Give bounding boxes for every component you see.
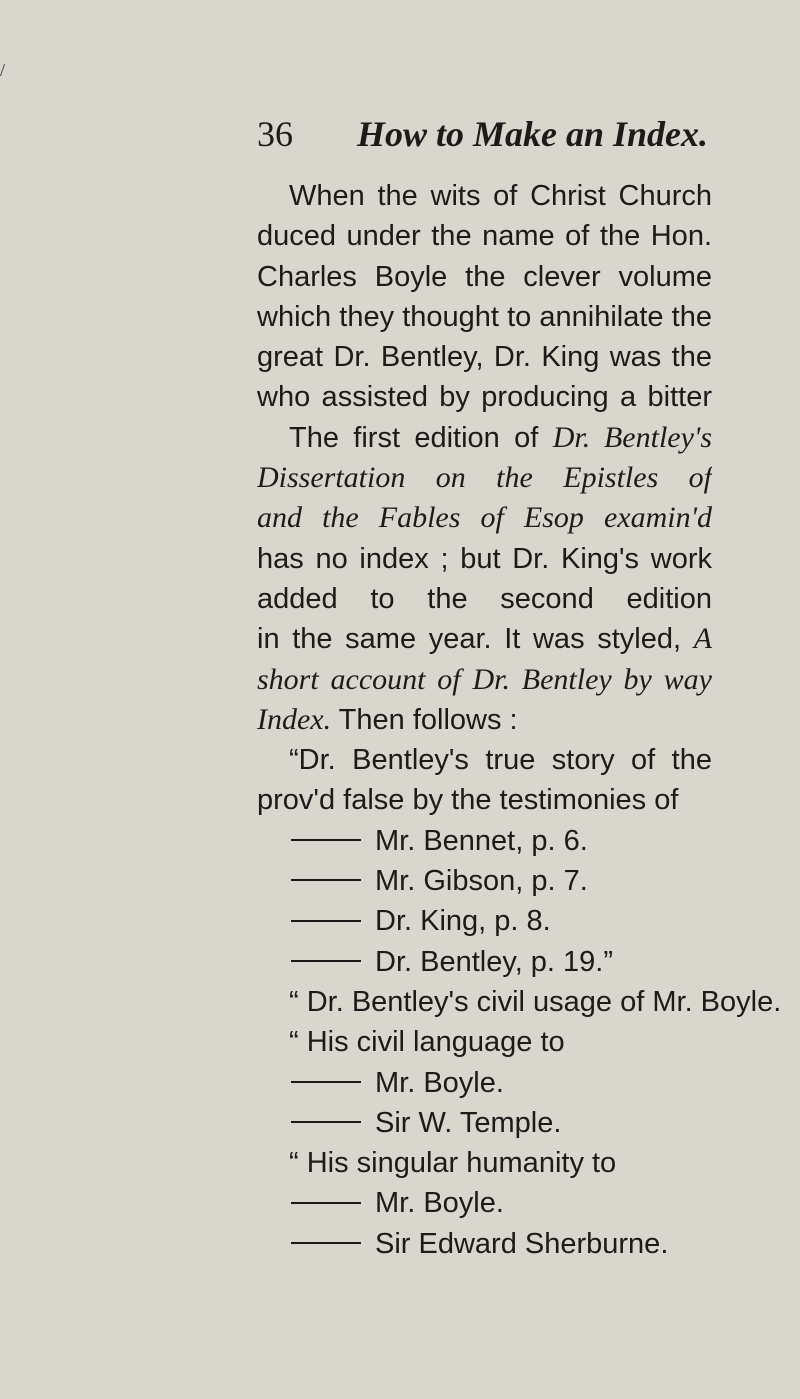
italic-title: and the Fables of Esop examin'd [257,501,712,535]
index-subentry [257,1063,712,1103]
subentry-text: Sir Edward Sherburne. [375,1227,669,1260]
subentry-text: Mr. Gibson, p. 7. [375,865,588,898]
index-subentry [257,901,712,941]
em-dash-rule [291,920,361,922]
text-run: in the same year. It was styled, [257,623,682,656]
quote-line: “ His civil language to [289,1026,565,1059]
index-subentry [257,1103,712,1143]
text-run: The first edition of [289,421,539,454]
index-subentry [257,821,712,861]
text-run: Then follows : [338,703,518,736]
page-number: 36 [257,114,293,154]
text-line: who assisted by producing a bitter [257,381,712,414]
quote-line: “ Dr. Bentley's civil usage of Mr. Boyle. [289,985,782,1018]
body-text [257,176,782,1264]
subentry-text: Dr. King, p. 8. [375,905,551,938]
em-dash-rule [291,960,361,962]
quote-line: prov'd false by the testimonies of [257,784,679,817]
em-dash-rule [291,839,361,841]
em-dash-rule [291,1242,361,1244]
text-line: added to the second edition [257,582,712,615]
subentry-text: Dr. Bentley, p. 19.” [375,945,614,978]
text-line: Charles Boyle the clever volume [257,260,712,293]
index-subentry [257,1224,712,1264]
text-line: has no index ; but Dr. King's work [257,542,712,575]
em-dash-rule [291,1202,361,1204]
index-subentry [257,861,712,901]
italic-title: Index. [257,702,332,736]
running-title: How to Make an Index. [357,114,709,154]
text-line: duced under the name of the Hon. [257,220,712,253]
italic-title: short account of Dr. Bentley by way [257,662,712,696]
subentry-text: Mr. Boyle. [375,1187,504,1220]
text-line [257,660,712,700]
text-line [257,498,712,538]
italic-title: A [693,622,712,656]
text-line: which they thought to annihilate the [257,300,712,333]
margin-mark: / [0,60,6,80]
subentry-text: Mr. Bennet, p. 6. [375,824,588,857]
text-line [257,619,712,659]
text-line [257,458,712,498]
quote-line: “ His singular humanity to [289,1147,617,1180]
quote-line: “Dr. Bentley's true story of the [289,744,712,777]
text-line: great Dr. Bentley, Dr. King was the [257,341,712,374]
text-line [257,700,712,740]
index-subentry [257,942,712,982]
italic-title: Dr. Bentley's [552,420,712,454]
index-subentry [257,1183,712,1223]
text-line [257,418,712,458]
subentry-text: Sir W. Temple. [375,1106,562,1139]
text-line: When the wits of Christ Church [289,180,712,212]
em-dash-rule [291,879,361,881]
subentry-text: Mr. Boyle. [375,1066,504,1099]
em-dash-rule [291,1121,361,1123]
em-dash-rule [291,1081,361,1083]
italic-title: Dissertation on the Epistles of [257,461,712,495]
